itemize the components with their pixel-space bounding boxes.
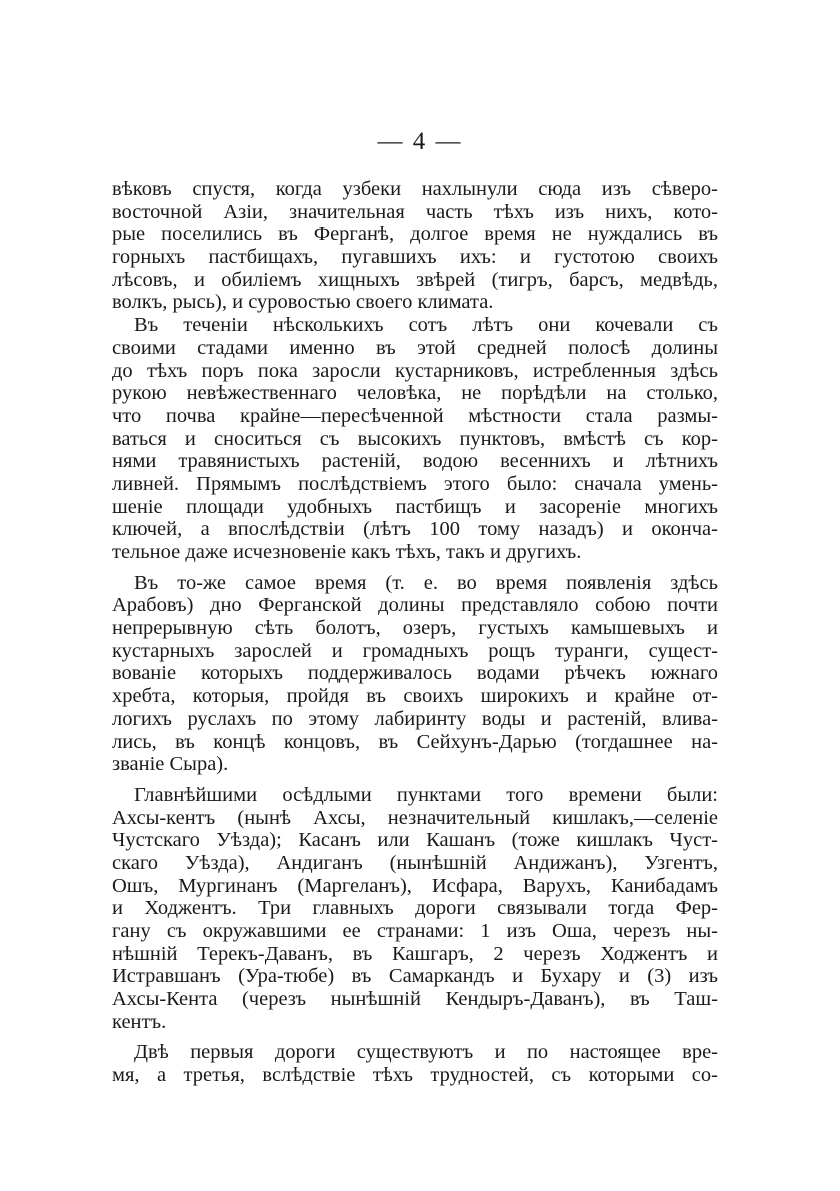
text-line: гану съ окружавшими ее странами: 1 изъ Оша, черезъ ны- — [112, 920, 718, 942]
text-line: ливней. Прямымъ послѣдствіемъ этого было: сначала умень- — [112, 472, 718, 495]
text-line: лѣсовъ, и обиліемъ хищныхъ звѣрей (тигръ, барсъ, медвѣдь, — [112, 268, 718, 291]
paragraph-gap — [112, 564, 718, 572]
text-line: что почва крайне—пересѣченной мѣстности стала размы- — [112, 404, 718, 427]
text-line: и Ходжентъ. Три главныхъ дороги связывали тогда Фер- — [112, 897, 718, 920]
text-line: горныхъ пастбищахъ, пугавшихъ ихъ: и густотою своихъ — [112, 246, 718, 269]
text-line: званіе Сыра). — [112, 753, 229, 776]
text-line: Чустскаго Уѣзда); Касанъ или Кашанъ (тоже кишлакъ Чуст- — [112, 829, 718, 852]
text-line: Двѣ первыя дороги существуютъ и по настоящее вре- — [134, 1041, 718, 1064]
text-line: Въ то-же самое время (т. е. во время появленія здѣсь — [134, 571, 718, 594]
paragraph-5 — [112, 1041, 718, 1086]
text-line: хребта, которыя, пройдя въ своихъ широкихъ и крайне от- — [112, 685, 718, 708]
text-line: рые поселились въ Ферганѣ, долгое время не нуждались въ — [112, 223, 718, 246]
paragraph-4 — [112, 784, 718, 1034]
paragraph-gap — [112, 1033, 718, 1041]
text-line: рукою невѣжественнаго человѣка, не порѣдѣли на столько, — [112, 382, 718, 405]
paragraph-2 — [112, 314, 718, 564]
paragraph-gap — [112, 776, 718, 784]
text-line: Ошъ, Мургинанъ (Маргеланъ), Исфара, Варухъ, Канибадамъ — [112, 874, 718, 897]
text-line: шеніе площади удобныхъ пастбищъ и засореніе многихъ — [112, 495, 718, 518]
text-line: ваться и сноситься съ высокихъ пунктовъ, вмѣстѣ съ кор- — [112, 427, 718, 450]
text-line: Ахсы-кентъ (нынѣ Ахсы, незначительный кишлакъ,—селеніе — [112, 806, 718, 829]
text-line: кентъ. — [112, 1010, 167, 1033]
body-text — [112, 178, 718, 1087]
text-line: логихъ руслахъ по этому лабиринту воды и растеній, влива- — [112, 707, 718, 730]
text-line: вѣковъ спустя, когда узбеки нахлынули сюда изъ сѣверо- — [112, 178, 718, 200]
text-line: нѣшній Терекъ-Даванъ, въ Кашгаръ, 2 черезъ Ходжентъ и — [112, 942, 718, 965]
text-line: своими стадами именно въ этой средней полосѣ долины — [112, 336, 718, 359]
text-line: кустарныхъ зарослей и громадныхъ рощъ туранги, сущест- — [112, 639, 718, 662]
text-line: Арабовъ) дно Ферганской долины представляло собою почти — [112, 594, 718, 617]
text-line: вованіе которыхъ поддерживалось водами рѣчекъ южнаго — [112, 662, 718, 685]
text-line: ключей, а впослѣдствіи (лѣтъ 100 тому назадъ) и оконча- — [112, 518, 718, 541]
text-line: Истравшанъ (Ура-тюбе) въ Самаркандъ и Бухару и (3) изъ — [112, 965, 718, 988]
text-line: скаго Уѣзда), Андиганъ (нынѣшній Андижанъ), Узгентъ, — [112, 851, 718, 874]
text-line: лись, въ концѣ концовъ, въ Сейхунъ-Дарью (тогдашнее на- — [112, 730, 718, 753]
page-number: — 4 — — [377, 128, 463, 155]
text-line: непрерывную сѣть болотъ, озеръ, густыхъ камышевыхъ и — [112, 617, 718, 640]
text-line: мя, а третья, вслѣдствіе тѣхъ трудностей, съ которыми со- — [112, 1064, 718, 1087]
text-line: Главнѣйшими осѣдлыми пунктами того времени были: — [134, 783, 718, 806]
text-line: Ахсы-Кента (черезъ нынѣшній Кендыръ-Даванъ), въ Таш- — [112, 988, 718, 1011]
text-line: до тѣхъ поръ пока заросли кустарниковъ, истребленныя здѣсь — [112, 359, 718, 382]
text-line: тельное даже исчезновеніе какъ тѣхъ, такъ и другихъ. — [112, 541, 582, 563]
text-line: волкъ, рысь), и суровостью своего климата. — [112, 291, 494, 314]
paragraph-3 — [112, 572, 718, 776]
paragraph-1 — [112, 178, 718, 314]
text-line: нями травянистыхъ растеній, водою весеннихъ и лѣтнихъ — [112, 450, 718, 473]
text-line: восточной Азіи, значительная часть тѣхъ изъ нихъ, кото- — [112, 200, 718, 223]
text-line: Въ теченіи нѣсколькихъ сотъ лѣтъ они кочевали съ — [134, 314, 718, 337]
